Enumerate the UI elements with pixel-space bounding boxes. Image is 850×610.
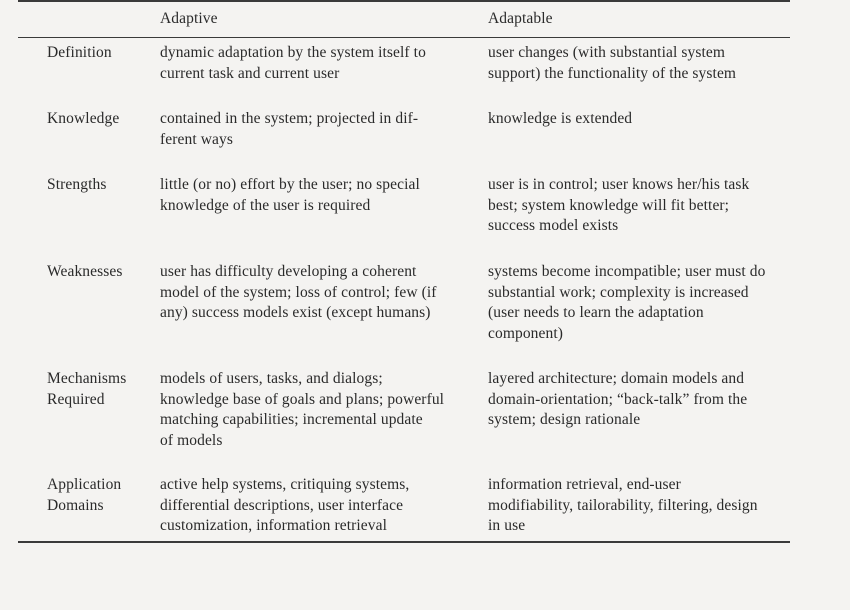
row-label-application-domains: Application Domains: [47, 476, 122, 514]
row-adaptable-mechanisms: layered architecture; domain models and domain-orientation; “back-talk” from the system; design rationale: [488, 370, 748, 428]
row-adaptable-knowledge: knowledge is extended: [488, 110, 633, 127]
row-adaptive-strengths: little (or no) effort by the user; no special knowledge of the user is required: [160, 176, 420, 214]
header-adaptive: Adaptive: [160, 10, 218, 27]
row-adaptable-definition: user changes (with substantial system support) the functionality of the system: [488, 44, 737, 82]
row-label-weaknesses: Weaknesses: [47, 263, 123, 280]
row-label-mechanisms: Mechanisms Required: [47, 370, 127, 408]
row-adaptive-mechanisms: models of users, tasks, and dialogs; knowledge base of goals and plans; powerful matching capabilities; incremental update of models: [160, 370, 445, 449]
row-adaptable-weaknesses: systems become incompatible; user must do substantial work; complexity is increased (user needs to learn the adaptation component): [488, 263, 766, 342]
table-top-rule: [18, 0, 790, 2]
row-label-definition: Definition: [47, 44, 112, 61]
row-adaptive-application-domains: active help systems, critiquing systems, differential descriptions, user interface customization, information retrieval: [160, 476, 410, 534]
header-adaptable: Adaptable: [488, 10, 553, 27]
row-label-knowledge: Knowledge: [47, 110, 120, 127]
row-label-strengths: Strengths: [47, 176, 107, 193]
row-adaptable-application-domains: information retrieval, end-user modifiability, tailorability, filtering, design in use: [488, 476, 758, 534]
row-adaptive-definition: dynamic adaptation by the system itself to current task and current user: [160, 44, 426, 82]
row-adaptable-strengths: user is in control; user knows her/his task best; system knowledge will fit better; success model exists: [488, 176, 750, 234]
table-header-rule: [18, 37, 790, 38]
table-bottom-rule: [18, 541, 790, 543]
row-adaptive-weaknesses: user has difficulty developing a coherent model of the system; loss of control; few (if any) success models exist (except humans): [160, 263, 437, 321]
row-adaptive-knowledge: contained in the system; projected in dif- ferent ways: [160, 110, 419, 148]
